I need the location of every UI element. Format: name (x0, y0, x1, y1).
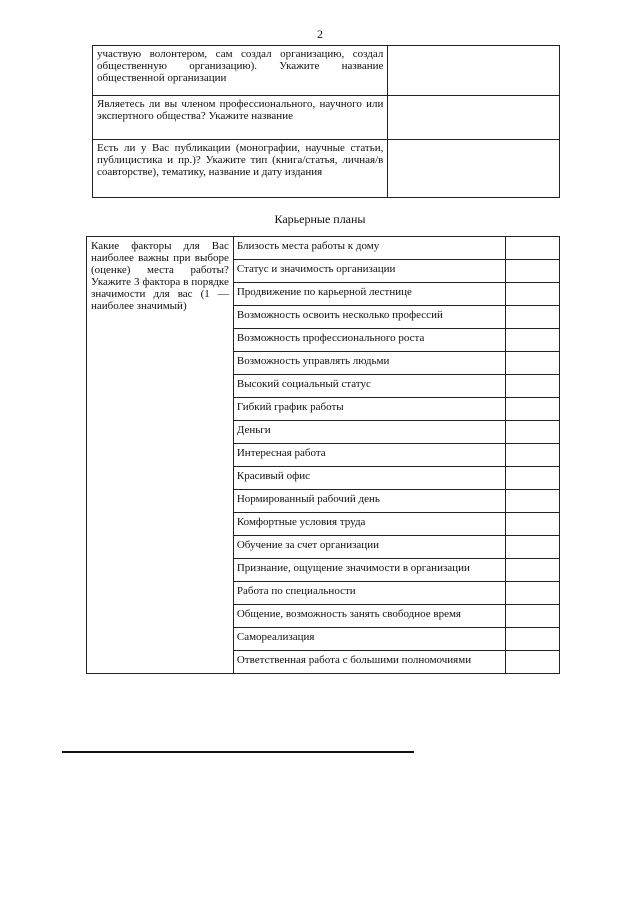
rank-input-cell[interactable] (506, 306, 560, 329)
factor-label: Близость места работы к дому (233, 237, 505, 260)
rank-input-cell[interactable] (506, 375, 560, 398)
rank-input-cell[interactable] (506, 628, 560, 651)
footnote-divider (62, 751, 414, 753)
table-row (93, 46, 560, 96)
rank-input-cell[interactable] (506, 536, 560, 559)
table-row (87, 237, 560, 260)
table-row (93, 96, 560, 140)
question-cell: Являетесь ли вы членом профессионального, научного или экспертного общества? Укажите название (93, 96, 388, 140)
profile-table (92, 45, 560, 198)
rank-input-cell[interactable] (506, 398, 560, 421)
answer-cell[interactable] (388, 96, 560, 140)
rank-input-cell[interactable] (506, 467, 560, 490)
factor-label: Возможность управлять людьми (233, 352, 505, 375)
factor-label: Высокий социальный статус (233, 375, 505, 398)
factor-label: Деньги (233, 421, 505, 444)
factor-label: Нормированный рабочий день (233, 490, 505, 513)
rank-input-cell[interactable] (506, 582, 560, 605)
rank-input-cell[interactable] (506, 444, 560, 467)
factor-label: Интересная работа (233, 444, 505, 467)
answer-cell[interactable] (388, 140, 560, 198)
factor-label: Возможность освоить несколько профессий (233, 306, 505, 329)
factor-label: Обучение за счет организации (233, 536, 505, 559)
rank-input-cell[interactable] (506, 605, 560, 628)
rank-input-cell[interactable] (506, 490, 560, 513)
factor-label: Работа по специальности (233, 582, 505, 605)
section-title: Карьерные планы (274, 212, 366, 226)
page-number: 2 (317, 27, 323, 41)
factor-label: Гибкий график работы (233, 398, 505, 421)
answer-cell[interactable] (388, 46, 560, 96)
rank-input-cell[interactable] (506, 513, 560, 536)
factor-label: Признание, ощущение значимости в организации (233, 559, 505, 582)
rank-input-cell[interactable] (506, 559, 560, 582)
rank-input-cell[interactable] (506, 352, 560, 375)
rank-input-cell[interactable] (506, 421, 560, 444)
career-factors-table (86, 236, 560, 674)
question-cell: Есть ли у Вас публикации (монографии, научные статьи, публицистика и пр.)? Укажите тип (книга/статья, личная/в соавторстве), тематику, название и дату издания (93, 140, 388, 198)
rank-input-cell[interactable] (506, 260, 560, 283)
factor-label: Статус и значимость организации (233, 260, 505, 283)
factor-label: Самореализация (233, 628, 505, 651)
rank-input-cell[interactable] (506, 237, 560, 260)
factor-label: Продвижение по карьерной лестнице (233, 283, 505, 306)
rank-input-cell[interactable] (506, 651, 560, 674)
table-row (93, 140, 560, 198)
rank-input-cell[interactable] (506, 329, 560, 352)
factor-label: Возможность профессионального роста (233, 329, 505, 352)
rank-input-cell[interactable] (506, 283, 560, 306)
factor-label: Общение, возможность занять свободное время (233, 605, 505, 628)
factor-label: Комфортные условия труда (233, 513, 505, 536)
factors-question: Какие факторы для Вас наиболее важны при выборе (оценке) места работы? Укажите 3 фактора в порядке значимости для вас (1 — наиболее значимый) (87, 237, 234, 674)
factor-label: Ответственная работа с большими полномочиями (233, 651, 505, 674)
question-cell: участвую волонтером, сам создал организацию, создал общественную организацию). Укажите название общественной организации (93, 46, 388, 96)
factor-label: Красивый офис (233, 467, 505, 490)
